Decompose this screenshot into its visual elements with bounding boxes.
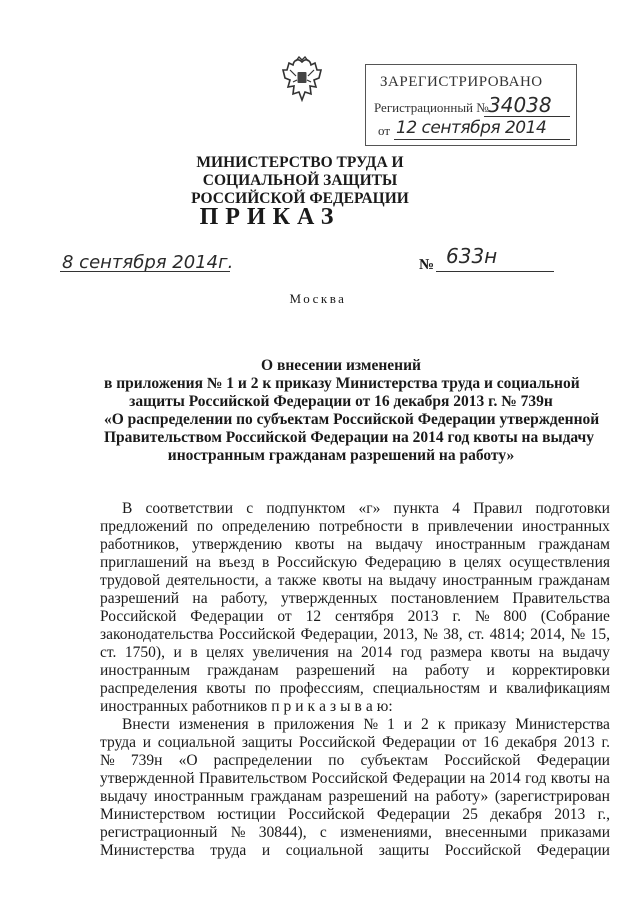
body-line: № 739н «О распределении по субъектам Российской Федерации <box>100 752 610 769</box>
stamp-number-label: Регистрационный № <box>374 100 489 115</box>
document-type-title: ПРИКАЗ <box>199 204 341 230</box>
body-line: Внести изменения в приложения № 1 и 2 к приказу Министерства <box>122 716 610 733</box>
city: Москва <box>289 291 347 306</box>
stamp-title: ЗАРЕГИСТРИРОВАНО <box>380 74 543 90</box>
body-line: ст. 1750), и в целях увеличения на 2014 год размера квоты на выдачу <box>100 644 610 661</box>
body-line: иностранным гражданам разрешений на работу и корректировки <box>100 662 610 679</box>
subject-line: в приложения № 1 и 2 к приказу Министерства труда и социальной <box>104 375 580 392</box>
coat-of-arms-emblem <box>281 56 323 102</box>
subject-line: О внесении изменений <box>261 357 421 374</box>
order-body <box>100 500 610 860</box>
body-line: труда и социальной защиты Российской Федерации от 16 декабря 2013 г. <box>100 734 610 751</box>
stamp-date-value: 12 сентября 2014 <box>396 118 547 138</box>
stamp-date-underline <box>394 139 570 140</box>
order-number-label: № <box>419 257 435 273</box>
ministry-line-1: МИНИСТЕРСТВО ТРУДА И СОЦИАЛЬНОЙ ЗАЩИТЫ <box>196 154 404 189</box>
body-line: утвержденной Правительством Российской Федерации на 2014 год квоты на <box>100 770 610 787</box>
body-line: Министерства труда и социальной защиты Российской Федерации <box>100 842 610 859</box>
subject-line: иностранным гражданам разрешений на работу» <box>167 447 515 464</box>
body-line: трудовой деятельности, а также квоты на выдачу иностранным гражданам <box>100 572 610 589</box>
body-line: Министерством юстиции Российской Федерации 25 декабря 2013 г., <box>100 806 610 823</box>
stamp-date-label: от <box>378 123 391 138</box>
body-line: разрешений на работу, утвержденных постановлением Правительства <box>100 590 610 607</box>
subject-line: Правительством Российской Федерации на 2014 год квоты на выдачу <box>104 429 595 446</box>
subject-line: «О распределении по субъектам Российской Федерации утвержденной <box>104 411 600 428</box>
body-line: иностранных работников п р и к а з ы в а ю: <box>100 698 393 715</box>
body-line: работников, утверждению квоты на выдачу иностранным гражданам <box>100 536 610 553</box>
body-line: законодательства Российской Федерации, 2013, № 38, ст. 4814; 2014, № 15, <box>100 626 610 643</box>
ministry-line-2: РОССИЙСКОЙ ФЕДЕРАЦИИ <box>191 190 409 207</box>
subject-line: защиты Российской Федерации от 16 декабря 2013 г. № 739н <box>129 393 553 410</box>
body-line: приглашений на въезд в Российскую Федерацию в целях осуществления <box>100 554 610 571</box>
stamp-number-value: 34038 <box>488 93 552 117</box>
body-line: В соответствии с подпунктом «г» пункта 4 Правил подготовки <box>122 500 610 517</box>
stamp-number-underline <box>484 116 570 117</box>
body-line: регистрационный № 30844), с изменениями, внесенными приказами <box>100 824 610 841</box>
body-line: выдачу иностранным гражданам разрешений на работу» (зарегистрирован <box>100 788 610 805</box>
body-line: распределения квоты по профессиям, специальностям и квалификациям <box>100 680 610 697</box>
body-line: Российской Федерации от 12 сентября 2013 г. № 800 (Собрание <box>100 608 610 625</box>
order-number-underline <box>436 271 554 272</box>
order-date: 8 сентября 2014г. <box>62 252 234 273</box>
order-date-underline <box>60 271 230 272</box>
ministry-name <box>150 154 450 208</box>
order-subject <box>104 357 600 465</box>
body-line: предложений по определению потребности в привлечении иностранных <box>100 518 610 535</box>
order-number: 633н <box>446 244 498 268</box>
registration-stamp <box>365 64 577 146</box>
